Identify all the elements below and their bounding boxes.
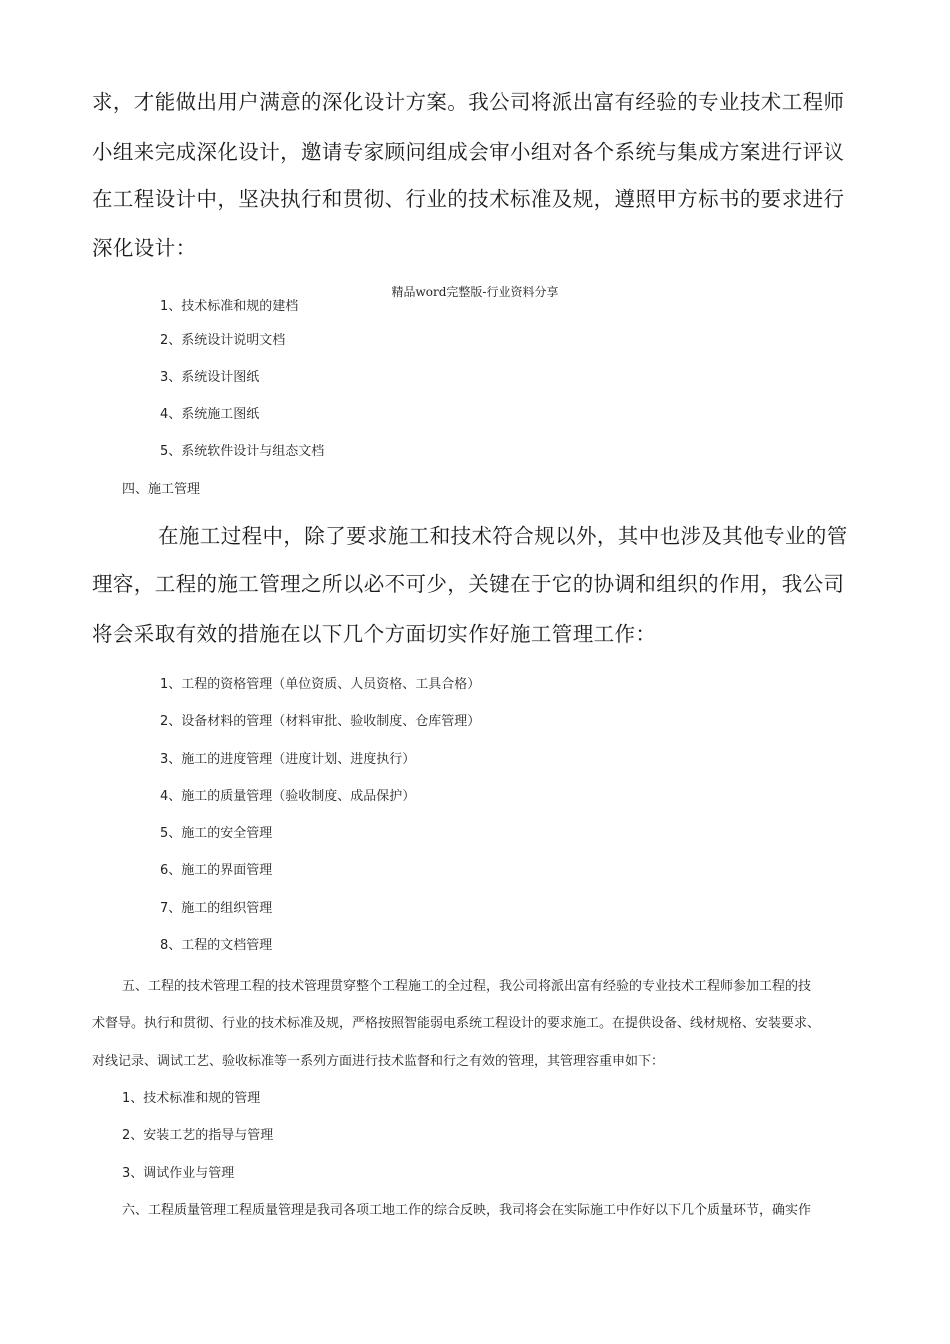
intro-line-4: 深化设计： <box>92 236 197 260</box>
section5-item-3: 3、调试作业与管理 <box>122 1166 235 1181</box>
section4-item-8: 8、工程的文档管理 <box>160 938 273 953</box>
section4-line-1: 在施工过程中，除了要求施工和技术符合规以外，其中也涉及其他专业的管 <box>158 524 848 548</box>
section4-item-5: 5、施工的安全管理 <box>160 826 273 841</box>
watermark-note: 精品word完整版-行业资料分享 <box>391 285 559 299</box>
section6-line-1: 六、工程质量管理工程质量管理是我司各项工地工作的综合反映，我司将会在实际施工中作好以下几个质量环节，确实作 <box>122 1203 812 1218</box>
intro-line-3: 在工程设计中，坚决执行和贯彻、行业的技术标准及规，遵照甲方标书的要求进行 <box>92 187 845 211</box>
section4-line-2: 理容，工程的施工管理之所以必不可少，关键在于它的协调和组织的作用，我公司 <box>92 572 845 596</box>
design-doc-item-4: 4、系统施工图纸 <box>160 407 260 422</box>
section5-line-3: 对线记录、调试工艺、验收标准等一系列方面进行技术监督和行之有效的管理，其管理容重申如下： <box>92 1054 665 1069</box>
design-doc-item-2: 2、系统设计说明文档 <box>160 333 286 348</box>
section4-line-3: 将会采取有效的措施在以下几个方面切实作好施工管理工作： <box>92 622 657 646</box>
section5-line-2: 术督导。执行和贯彻、行业的技术标准及规，严格按照智能弱电系统工程设计的要求施工。在提供设备、线材规格、安装要求、 <box>92 1016 821 1031</box>
intro-line-1: 求，才能做出用户满意的深化设计方案。我公司将派出富有经验的专业技术工程师 <box>92 90 845 114</box>
section4-item-1: 1、工程的资格管理（单位资质、人员资格、工具合格） <box>160 677 481 692</box>
section5-item-2: 2、安装工艺的指导与管理 <box>122 1128 274 1143</box>
section4-heading: 四、施工管理 <box>122 482 201 497</box>
section5-line-1: 五、工程的技术管理工程的技术管理贯穿整个工程施工的全过程，我公司将派出富有经验的专业技术工程师参加工程的技 <box>122 979 812 994</box>
section5-item-1: 1、技术标准和规的管理 <box>122 1091 261 1106</box>
section4-item-6: 6、施工的界面管理 <box>160 863 273 878</box>
intro-line-2: 小组来完成深化设计，邀请专家顾问组成会审小组对各个系统与集成方案进行评议 <box>92 140 845 164</box>
design-doc-item-1: 1、技术标准和规的建档 <box>160 299 299 314</box>
design-doc-item-3: 3、系统设计图纸 <box>160 370 260 385</box>
design-doc-item-5: 5、系统软件设计与组态文档 <box>160 444 325 459</box>
section4-item-3: 3、施工的进度管理（进度计划、进度执行） <box>160 752 416 767</box>
section4-item-7: 7、施工的组织管理 <box>160 901 273 916</box>
section4-item-2: 2、设备材料的管理（材料审批、验收制度、仓库管理） <box>160 714 481 729</box>
section4-item-4: 4、施工的质量管理（验收制度、成品保护） <box>160 789 416 804</box>
